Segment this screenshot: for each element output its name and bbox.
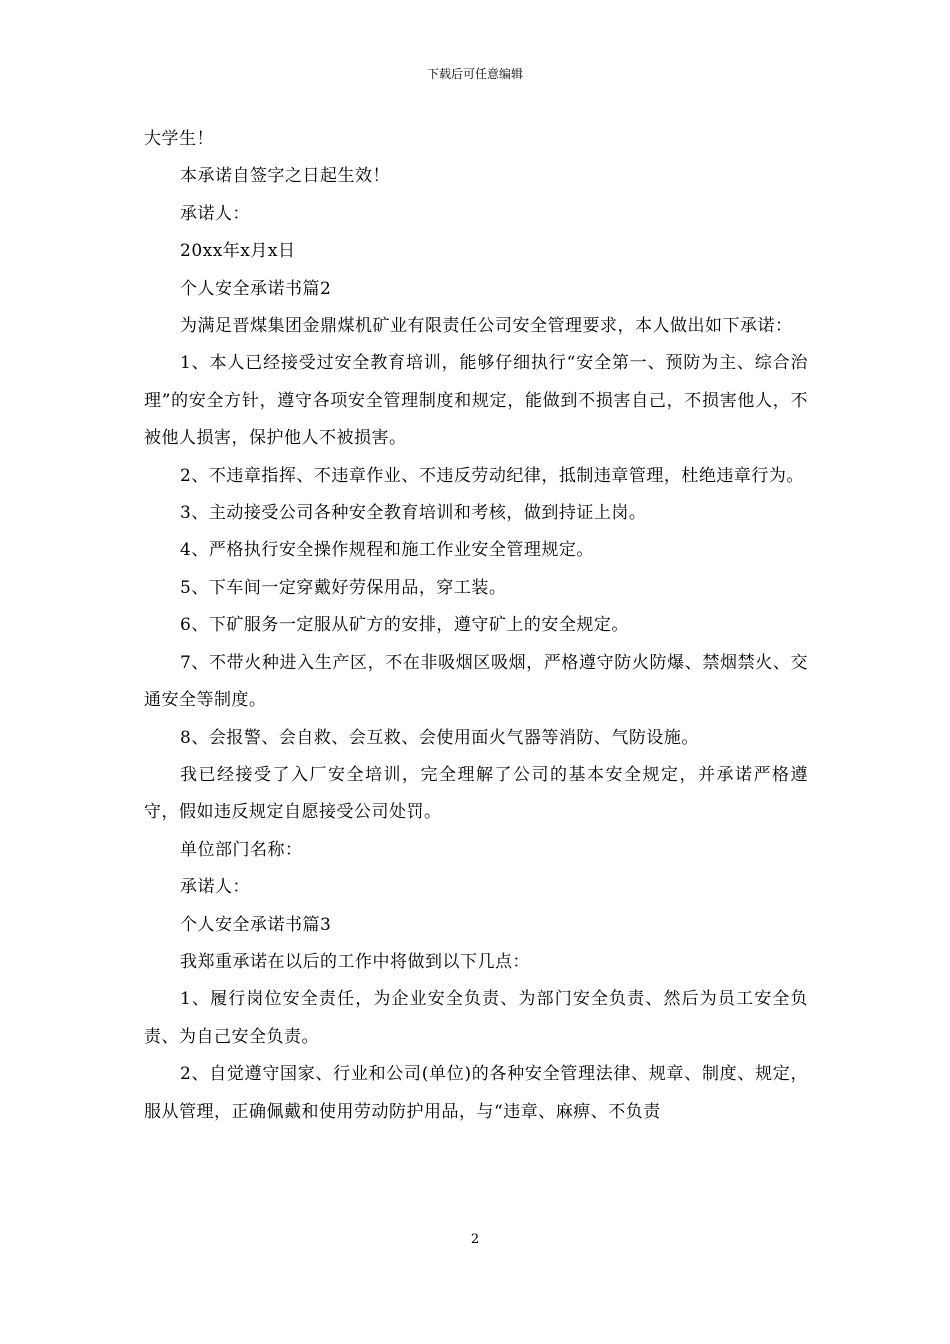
paragraph: 我已经接受了入厂安全培训，完全理解了公司的基本安全规定，并承诺严格遵守，假如违反规定自愿接受公司处罚。 (144, 764, 808, 823)
section-title: 个人安全承诺书篇2 (180, 278, 332, 299)
list-item: 2、自觉遵守国家、行业和公司(单位)的各种安全管理法律、规章、制度、规定，服从管理，正确佩戴和使用劳动防护用品，与“违章、麻痹、不负责 (144, 1064, 808, 1122)
paragraph: 我郑重承诺在以后的工作中将做到以下几点： (180, 951, 530, 972)
paragraph: 为满足晋煤集团金鼎煤机矿业有限责任公司安全管理要求，本人做出如下承诺： (180, 316, 793, 337)
document-body (144, 121, 808, 1131)
paragraph: 本承诺自签字之日起生效！ (180, 166, 390, 187)
list-item: 1、履行岗位安全责任，为企业安全负责、为部门安全负责、然后为员工安全负责、为自己安全负责。 (144, 989, 808, 1047)
department-label: 单位部门名称： (180, 839, 303, 860)
section-title: 个人安全承诺书篇3 (180, 914, 332, 935)
list-item: 6、下矿服务一定服从矿方的安排，遵守矿上的安全规定。 (180, 615, 629, 636)
list-item: 1、本人已经接受过安全教育培训，能够仔细执行“安全第一、预防为主、综合治理”的安全方针，遵守各项安全管理制度和规定，能做到不损害自己，不损害他人，不被他人损害，保护他人不被损害。 (144, 353, 808, 449)
page-header: 下载后可任意编辑 (426, 67, 523, 81)
list-item: 2、不违章指挥、不违章作业、不违反劳动纪律，抵制违章管理，杜绝违章行为。 (180, 465, 804, 486)
signature-label: 承诺人： (180, 203, 250, 224)
list-item: 7、不带火种进入生产区，不在非吸烟区吸烟，严格遵守防火防爆、禁烟禁火、交通安全等制度。 (144, 652, 808, 711)
paragraph: 大学生！ (144, 129, 214, 149)
list-item: 3、主动接受公司各种安全教育培训和考核，做到持证上岗。 (180, 503, 647, 524)
signature-label: 承诺人： (180, 877, 250, 898)
list-item: 4、严格执行安全操作规程和施工作业安全管理规定。 (180, 540, 594, 561)
list-item: 8、会报警、会自救、会互救、会使用面火气器等消防、气防设施。 (180, 727, 699, 748)
page-number: 2 (470, 1232, 480, 1247)
list-item: 5、下车间一定穿戴好劳保用品，穿工装。 (180, 577, 507, 598)
date-line: 20xx年x月x日 (180, 241, 296, 262)
